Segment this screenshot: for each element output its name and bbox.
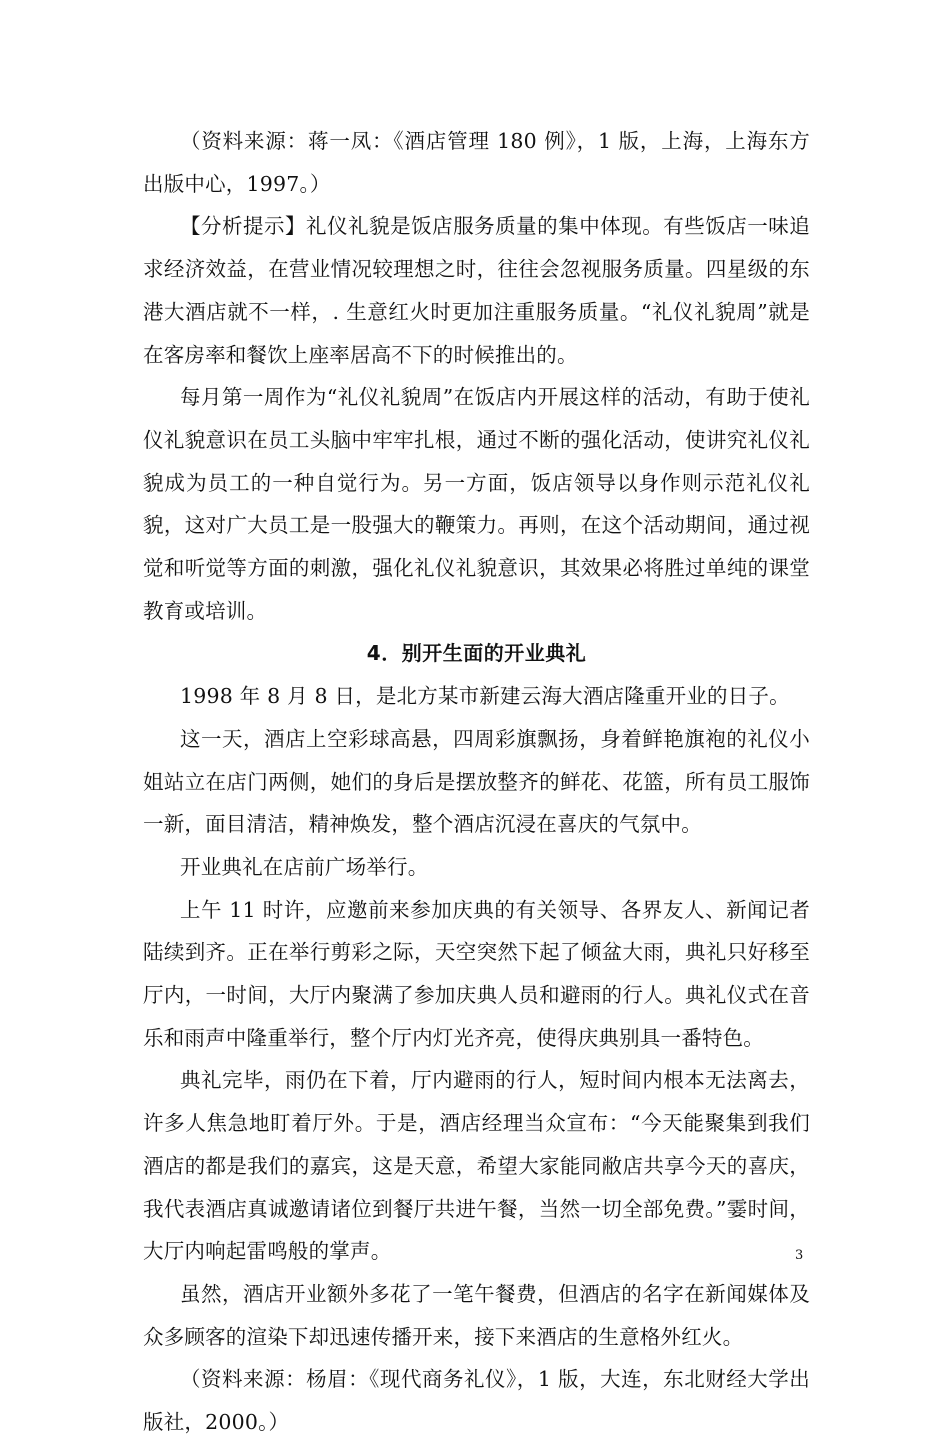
- body-paragraph: 典礼完毕，雨仍在下着，厅内避雨的行人，短时间内根本无法离去，许多人焦急地盯着厅外。于是，酒店经理当众宣布：“今天能聚集到我们酒店的都是我们的嘉宾，这是天意，希望大家能同敝店共享今天的喜庆，我代表酒店真诚邀请诸位到餐厅共进午餐，当然一切全部免费。”霎时间，大厅内响起雷鸣般的掌声。: [143, 1068, 810, 1264]
- page-body: [143, 120, 810, 1444]
- section-heading: 4．别开生面的开业典礼: [366, 641, 587, 666]
- source-citation-paragraph: （资料来源：蒋一凤：《酒店管理 180 例》，1 版，上海，上海东方出版中心，1997。）: [143, 129, 810, 196]
- body-paragraph: 1998 年 8 月 8 日，是北方某市新建云海大酒店隆重开业的日子。: [180, 684, 790, 709]
- body-paragraph: 开业典礼在店前广场举行。: [180, 854, 429, 879]
- body-paragraph: 虽然，酒店开业额外多花了一笔午餐费，但酒店的名字在新闻媒体及众多顾客的渲染下却迅速传播开来，接下来酒店的生意格外红火。: [143, 1281, 810, 1349]
- page-number: 3: [795, 1248, 804, 1263]
- body-paragraph: 上午 11 时许，应邀前来参加庆典的有关领导、各界友人、新闻记者陆续到齐。正在举行剪彩之际，天空突然下起了倾盆大雨，典礼只好移至厅内，一时间，大厅内聚满了参加庆典人员和避雨的行人。典礼仪式在音乐和雨声中隆重举行，整个厅内灯光齐亮，使得庆典别具一番特色。: [143, 897, 810, 1050]
- source-citation-paragraph: （资料来源：杨眉：《现代商务礼仪》，1 版，大连，东北财经大学出版社，2000。）: [143, 1367, 810, 1435]
- analysis-hint-paragraph: 【分析提示】礼仪礼貌是饭店服务质量的集中体现。有些饭店一味追求经济效益，在营业情况较理想之时，往往会忽视服务质量。四星级的东港大酒店就不一样，. 生意红火时更加注重服务质量。“礼仪礼貌周”就是在客房率和餐饮上座率居高不下的时候推出的。: [143, 214, 810, 367]
- body-paragraph: 每月第一周作为“礼仪礼貌周”在饭店内开展这样的活动，有助于使礼仪礼貌意识在员工头脑中牢牢扎根，通过不断的强化活动，使讲究礼仪礼貌成为员工的一种自觉行为。另一方面，饭店领导以身作则示范礼仪礼貌，这对广大员工是一股强大的鞭策力。再则，在这个活动期间，通过视觉和听觉等方面的刺激，强化礼仪礼貌意识，其效果必将胜过单纯的课堂教育或培训。: [143, 385, 810, 623]
- body-paragraph: 这一天，酒店上空彩球高悬，四周彩旗飘扬，身着鲜艳旗袍的礼仪小姐站立在店门两侧，她们的身后是摆放整齐的鲜花、花篮，所有员工服饰一新，面目清洁，精神焕发，整个酒店沉浸在喜庆的气氛中。: [143, 726, 810, 837]
